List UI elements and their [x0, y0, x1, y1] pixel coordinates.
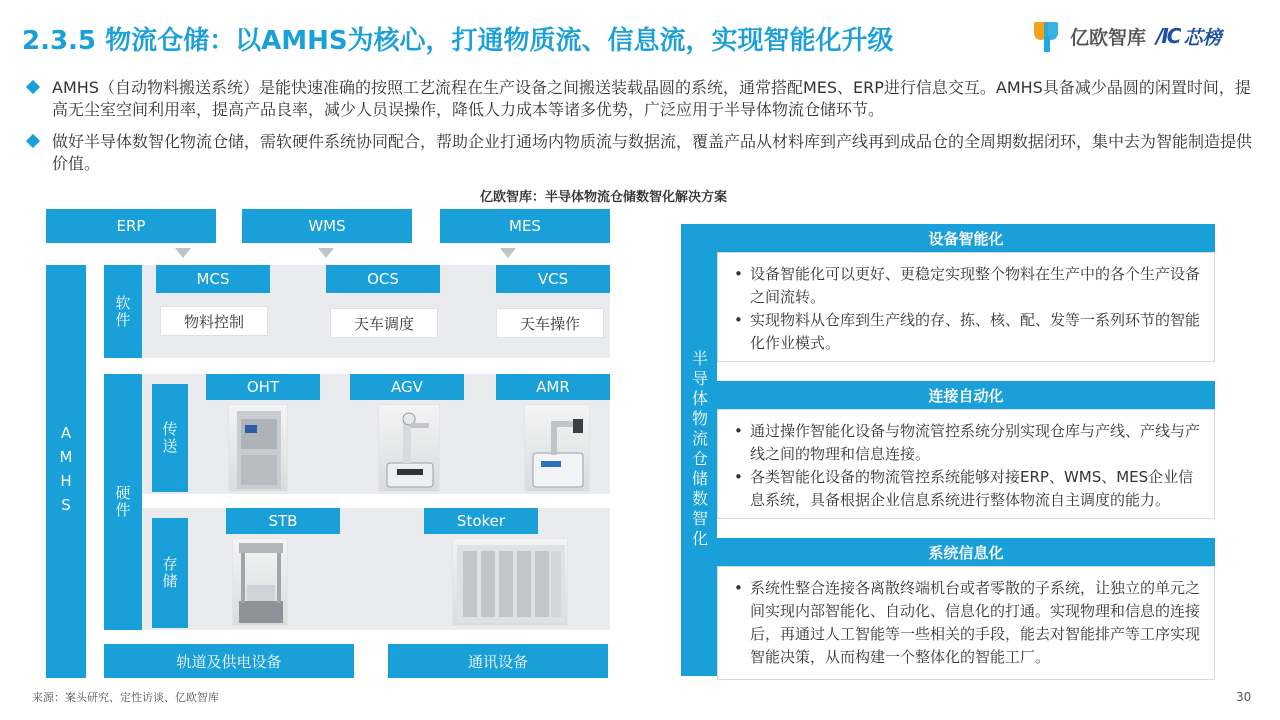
- transport-amr: AMR: [496, 374, 610, 400]
- section-body: [717, 409, 1215, 519]
- brand-logo: [1034, 16, 1221, 56]
- hardware-label-box: [104, 374, 142, 630]
- source-note: 来源：案头研究、定性访谈、亿欧智库: [32, 691, 219, 704]
- ic-logo-icon: /IC: [1156, 24, 1180, 48]
- amhs-label: AMHS: [57, 423, 75, 520]
- software-code-mcs: MCS: [156, 265, 270, 293]
- section-title: 系统信息化: [717, 538, 1215, 566]
- software-desc-vcs: 天车操作: [496, 308, 604, 338]
- section-point: • 实现物料从仓库到生产线的存、拣、核、配、发等一系列环节的智能化作业模式。: [732, 309, 1202, 355]
- storage-label-box: [152, 518, 188, 628]
- section-point: • 设备智能化可以更好、更稳定实现整个物料在生产中的各个生产设备之间流转。: [732, 263, 1202, 309]
- logo-text-xinbang: 芯榜: [1183, 26, 1222, 49]
- bullet-item: [28, 131, 1253, 175]
- arrow-down-icon: [175, 248, 191, 258]
- communication-equipment: 通讯设备: [388, 644, 608, 678]
- software-label-box: [104, 265, 142, 358]
- stb-device-image: [232, 538, 288, 626]
- arrow-down-icon: [500, 248, 516, 258]
- amhs-label-box: [46, 265, 86, 678]
- hardware-label: 硬件: [113, 485, 132, 519]
- system-mes: MES: [440, 209, 610, 243]
- oht-device-image: [228, 404, 288, 492]
- section-body: [717, 566, 1215, 680]
- software-code-ocs: OCS: [326, 265, 440, 293]
- stoker-device-image: [452, 538, 568, 626]
- section-point: • 通过操作智能化设备与物流管控系统分别实现仓库与产线、产线与产线之间的物理和信息连接。: [732, 420, 1202, 466]
- transport-oht: OHT: [206, 374, 320, 400]
- page-number: 30: [1236, 690, 1252, 704]
- system-erp: ERP: [46, 209, 216, 243]
- arrow-down-icon: [318, 248, 334, 258]
- section-point: • 各类智能化设备的物流管控系统能够对接ERP、WMS、MES企业信息系统，具备根据企业信息系统进行整体物流自主调度的能力。: [732, 466, 1202, 512]
- amr-device-image: [524, 404, 590, 492]
- bullet-text: 做好半导体数智化物流仓储，需软硬件系统协同配合，帮助企业打通场内物质流与数据流，覆盖产品从材料库到产线再到成品仓的全周期数据闭环，集中去为智能制造提供价值。: [52, 132, 1253, 173]
- system-wms: WMS: [242, 209, 412, 243]
- rail-power-equipment: 轨道及供电设备: [104, 644, 354, 678]
- yiou-logo-icon: [1034, 20, 1064, 52]
- transport-label-box: [152, 384, 188, 492]
- logo-text-yiou: 亿欧智库: [1070, 26, 1147, 49]
- storage-stb: STB: [226, 508, 340, 534]
- section-body: [717, 252, 1215, 362]
- agv-device-image: [378, 404, 440, 492]
- transport-label: 传送: [160, 421, 179, 455]
- section-title: 连接自动化: [717, 381, 1215, 409]
- storage-stoker: Stoker: [424, 508, 538, 534]
- section-point: • 系统性整合连接各离散终端机台或者零散的子系统，让独立的单元之间实现内部智能化、自动化、信息化的打通。实现物理和信息的连接后，再通过人工智能等一些相关的手段，能去对智能排产等工序实现智能决策，从而构建一个整体化的智能工厂。: [732, 577, 1202, 669]
- section-title: 设备智能化: [717, 224, 1215, 252]
- storage-label: 存储: [160, 556, 179, 590]
- diamond-bullet-icon: [26, 80, 40, 94]
- bullet-item: [28, 77, 1253, 121]
- software-desc-mcs: 物料控制: [160, 306, 268, 336]
- software-code-vcs: VCS: [496, 265, 610, 293]
- side-label-box: [681, 224, 717, 676]
- transport-agv: AGV: [350, 374, 464, 400]
- software-label: 软件: [113, 294, 132, 329]
- page-title: 2.3.5 物流仓储：以AMHS为核心，打通物质流、信息流，实现智能化升级: [22, 26, 894, 56]
- diagram-subtitle: 亿欧智库：半导体物流仓储数智化解决方案: [480, 190, 728, 205]
- bullet-text: AMHS（自动物料搬送系统）是能快速准确的按照工艺流程在生产设备之间搬送装载晶圆的系统，通常搭配MES、ERP进行信息交互。AMHS具备减少晶圆的闲置时间，提高无尘室空间利用率，提高产品良率，减少人员误操作，降低人力成本等诸多优势，广泛应用于半导体物流仓储环节。: [52, 78, 1251, 119]
- software-desc-ocs: 天车调度: [330, 308, 438, 338]
- side-label: 半导体物流仓储数智化: [689, 350, 709, 550]
- diamond-bullet-icon: [26, 134, 40, 148]
